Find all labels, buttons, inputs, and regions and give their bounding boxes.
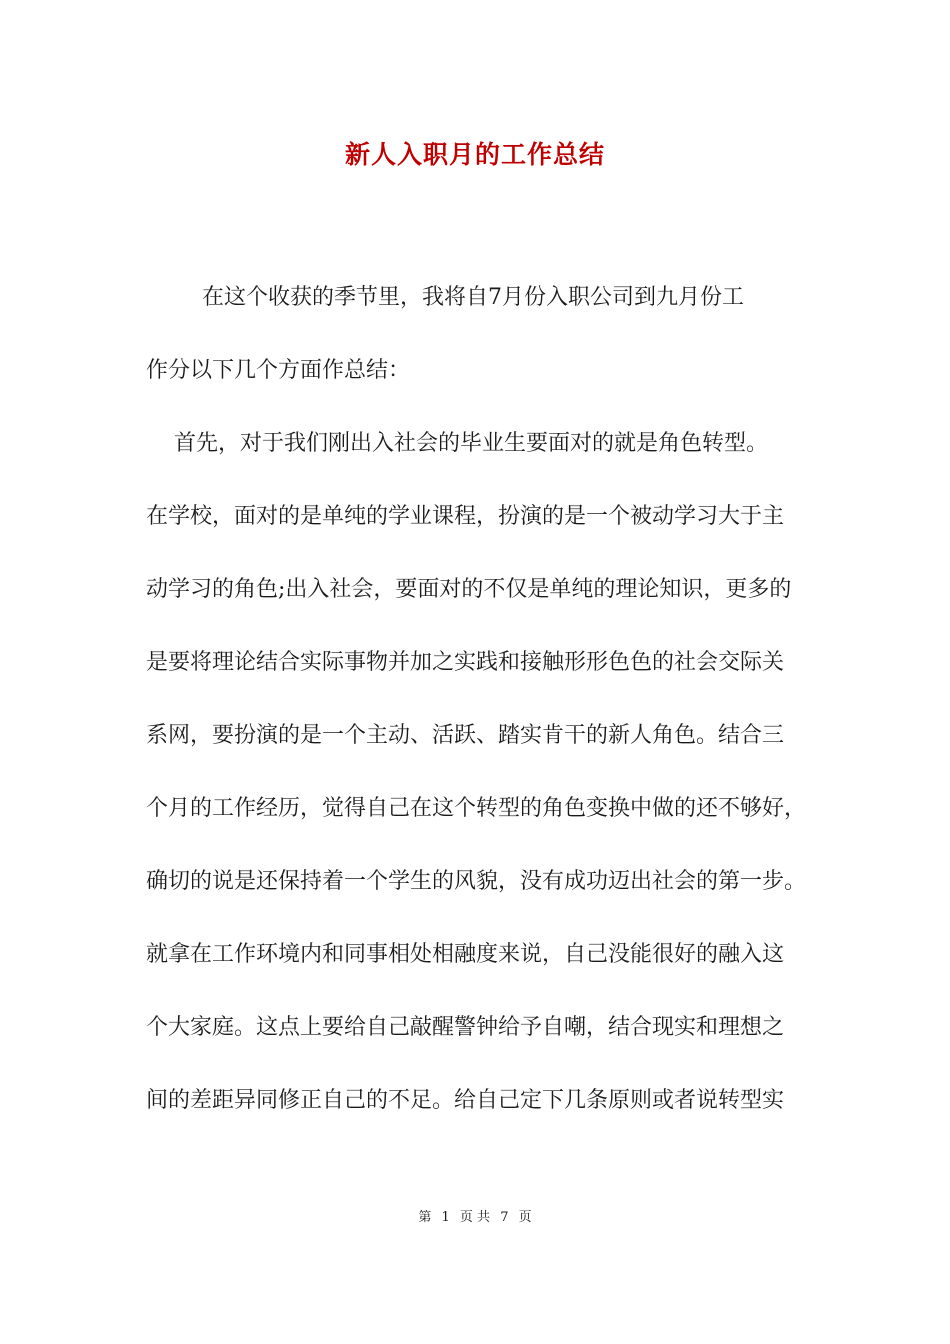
- footer-prefix: 第: [418, 1210, 432, 1225]
- footer-page-number: 1: [441, 1210, 450, 1225]
- body-line: 作分以下几个方面作总结：: [146, 358, 411, 383]
- body-line: 就拿在工作环境内和同事相处相融度来说，自己没能很好的融入这: [146, 942, 785, 967]
- body-line: 在学校，面对的是单纯的学业课程，扮演的是一个被动学习大于主: [146, 504, 785, 529]
- footer-total-pages: 7: [500, 1210, 509, 1225]
- body-line: 系网，要扮演的是一个主动、活跃、踏实肯干的新人角色。结合三: [146, 723, 785, 748]
- body-line: 是要将理论结合实际事物并加之实践和接触形形色色的社会交际关: [146, 650, 785, 675]
- body-line: 个月的工作经历，觉得自己在这个转型的角色变换中做的还不够好，: [146, 796, 807, 821]
- body-line: 个大家庭。这点上要给自己敲醒警钟给予自嘲，结合现实和理想之: [146, 1015, 785, 1040]
- body-line: 间的差距异同修正自己的不足。给自己定下几条原则或者说转型实: [146, 1088, 785, 1113]
- page-footer: [0, 1208, 950, 1228]
- body-line: 动学习的角色;出入社会，要面对的不仅是单纯的理论知识，更多的: [146, 577, 792, 602]
- document-title: 新人入职月的工作总结: [344, 140, 605, 169]
- body-line: 在这个收获的季节里，我将自7月份入职公司到九月份工: [146, 285, 744, 310]
- footer-suffix: 页: [518, 1210, 532, 1225]
- body-line: 确切的说是还保持着一个学生的风貌，没有成功迈出社会的第一步。: [146, 869, 807, 894]
- footer-middle: 页 共: [459, 1210, 491, 1225]
- body-line: 首先，对于我们刚出入社会的毕业生要面对的就是角色转型。: [146, 431, 768, 456]
